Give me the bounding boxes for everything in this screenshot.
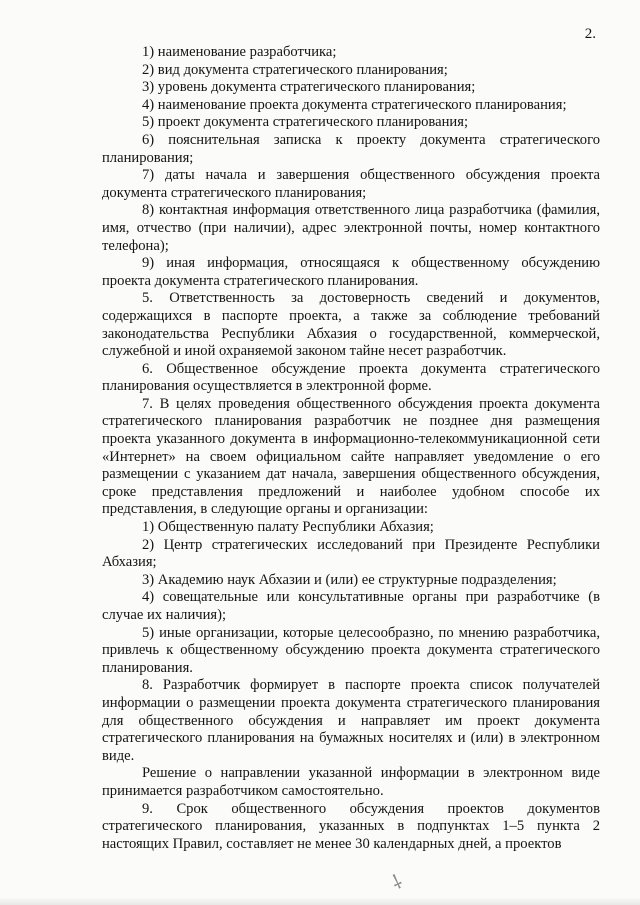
recipient-item-3: 3) Академию наук Абхазии и (или) ее структурные подразделения; — [142, 571, 557, 588]
section-6-paragraph: 6. Общественное обсуждение проекта документа стратегического планирования осуществляется в электронной форме. — [102, 360, 600, 395]
section-7-paragraph: 7. В целях проведения общественного обсуждения проекта документа стратегического планирования разработчик не позднее дня размещения проекта указанного документа в информационно-телекоммуникационной сети «Интернет» на своем официальном сайте направляет уведомление о его размещении с указанием дат начала, завершения общественного обсуждения, сроке представления предложений и наиболее удобном способе их представления, в следующие органы и организации: — [102, 395, 600, 518]
scan-artifact-mark: ⸸ — [388, 870, 407, 895]
paragraph-item-2: 2) вид документа стратегического планирования; — [142, 61, 448, 78]
paragraph-item-4: 4) наименование проекта документа стратегического планирования; — [142, 96, 567, 113]
paragraph-item-9: 9) иная информация, относящаяся к общественному обсуждению проекта документа стратегического планирования. — [102, 255, 600, 289]
recipient-item-1: 1) Общественную палату Республики Абхазия; — [142, 519, 434, 536]
recipient-item-2: 2) Центр стратегических исследований при Президенте Республики Абхазия; — [102, 536, 600, 571]
paragraph-item-1: 1) наименование разработчика; — [142, 44, 337, 60]
scan-bottom-edge — [0, 897, 640, 905]
section-9-paragraph: 9. Срок общественного обсуждения проектов документов стратегического планирования, указанных в подпунктах 1–5 пункта 2 настоящих Правил, составляет не менее 30 календарных дней, а проектов — [102, 800, 600, 852]
recipient-item-4: 4) совещательные или консультативные органы при разработчике (в случае их наличия); — [102, 589, 600, 623]
document-body — [102, 44, 600, 853]
recipient-item-5: 5) иные организации, которые целесообразно, по мнению разработчика, привлечь к общественному обсуждению проекта документа стратегического планирования. — [102, 624, 600, 676]
page-number: 2. — [584, 26, 596, 42]
paragraph-item-7: 7) даты начала и завершения общественного обсуждения проекта документа стратегического планирования; — [102, 167, 600, 201]
paragraph-item-6: 6) пояснительная записка к проекту документа стратегического планирования; — [102, 131, 600, 166]
paragraph-item-3: 3) уровень документа стратегического планирования; — [142, 79, 476, 96]
paragraph-item-5: 5) проект документа стратегического планирования; — [142, 114, 469, 131]
section-8-paragraph: 8. Разработчик формирует в паспорте проекта список получателей информации о размещении проекта документа стратегического планирования для общественного обсуждения и направляет им проект документа стратегического планирования на бумажных носителях и (или) в электронном виде. — [102, 677, 600, 764]
paragraph-item-8: 8) контактная информация ответственного лица разработчика (фамилия, имя, отчество (при наличии), адрес электронной почты, номер контактного телефона); — [102, 202, 600, 254]
section-5-paragraph: 5. Ответственность за достоверность сведений и документов, содержащихся в паспорте проекта, а также за соблюдение требований законодательства Республики Абхазия о государственной, коммерческой, служебной и иной охраняемой законом тайне несет разработчик. — [102, 290, 600, 360]
decision-paragraph: Решение о направлении указанной информации в электронном виде принимается разработчиком самостоятельно. — [102, 765, 600, 799]
